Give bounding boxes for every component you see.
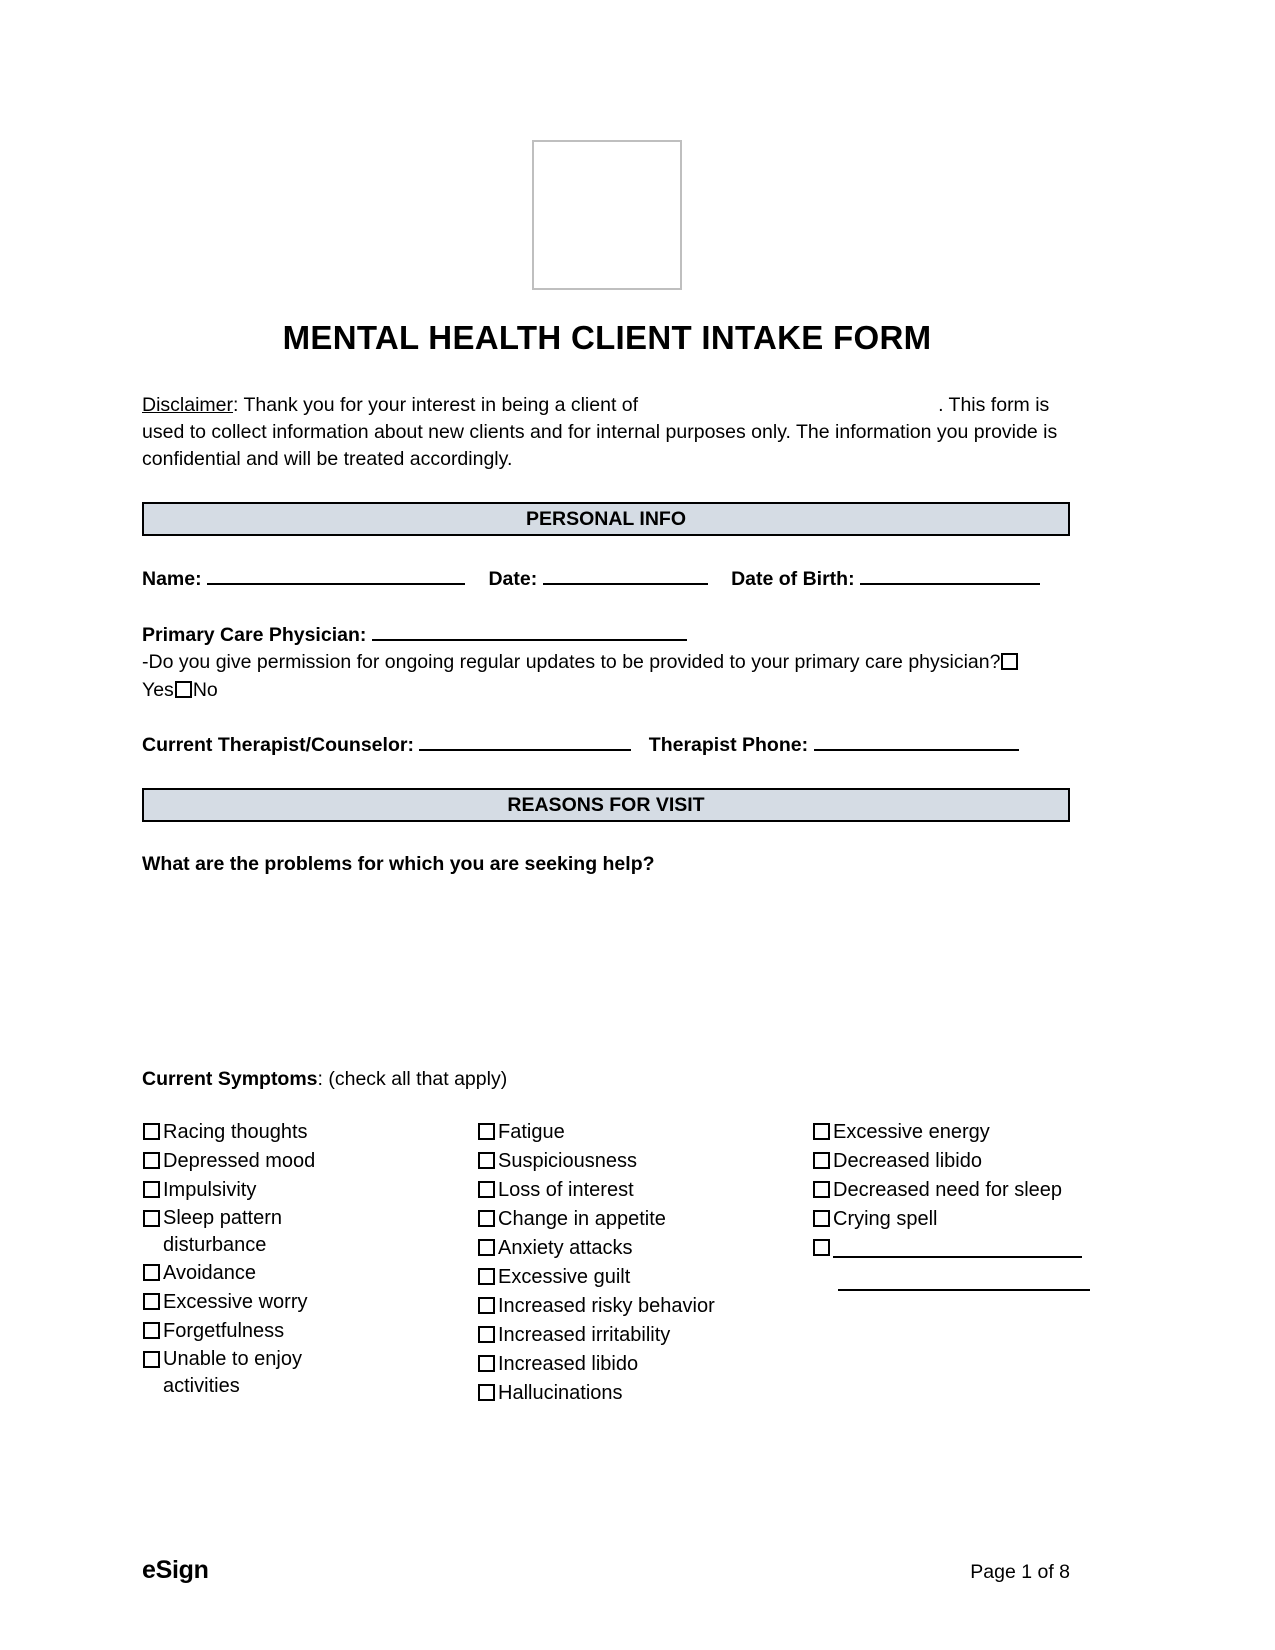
checkbox[interactable] xyxy=(813,1152,830,1169)
checkbox[interactable] xyxy=(478,1239,495,1256)
pcp-input-line[interactable] xyxy=(372,620,687,641)
checkbox-item[interactable] xyxy=(477,1263,812,1292)
checkbox-label: Racing thoughts xyxy=(163,1121,308,1143)
permission-yes-checkbox[interactable] xyxy=(1001,653,1018,670)
checkbox-item[interactable] xyxy=(477,1147,812,1176)
symptoms-column-1 xyxy=(142,1118,477,1400)
current-symptoms-label: Current Symptoms xyxy=(142,1068,318,1090)
symptoms-column-2 xyxy=(477,1118,812,1408)
checkbox[interactable] xyxy=(478,1384,495,1401)
checkbox-item[interactable] xyxy=(812,1147,1082,1176)
checkbox-item[interactable] xyxy=(477,1292,812,1321)
checkbox[interactable] xyxy=(143,1152,160,1169)
disclaimer-label: Disclaimer xyxy=(142,394,234,416)
checkbox-item[interactable] xyxy=(477,1118,812,1147)
name-input-line[interactable] xyxy=(207,564,465,585)
checkbox-item[interactable] xyxy=(142,1118,477,1147)
checkbox-item[interactable] xyxy=(142,1147,477,1176)
logo-placeholder-box xyxy=(532,140,682,290)
checkbox-label: Fatigue xyxy=(498,1121,565,1143)
name-label: Name: xyxy=(142,568,202,590)
date-input-line[interactable] xyxy=(543,564,708,585)
checkbox-label: Increased irritability xyxy=(498,1324,671,1346)
checkbox-label: Excessive guilt xyxy=(498,1266,631,1288)
checkbox-label: Excessive worry xyxy=(163,1291,308,1313)
checkbox-label: Depressed mood xyxy=(163,1150,316,1172)
checkbox-item[interactable] xyxy=(812,1118,1082,1147)
checkbox[interactable] xyxy=(813,1181,830,1198)
checkbox-label: Loss of interest xyxy=(498,1179,634,1201)
current-symptoms-instruction: : (check all that apply) xyxy=(317,1068,508,1090)
checkbox[interactable] xyxy=(143,1123,160,1140)
checkbox-label: Decreased need for sleep xyxy=(833,1179,1063,1201)
checkbox-label: Impulsivity xyxy=(163,1179,257,1201)
checkbox[interactable] xyxy=(478,1210,495,1227)
symptoms-column-3 xyxy=(812,1118,1082,1291)
current-symptoms-heading xyxy=(142,1068,507,1091)
checkbox-item[interactable] xyxy=(142,1317,477,1346)
checkbox-item[interactable] xyxy=(142,1205,477,1259)
write-in-symptom-line-2[interactable] xyxy=(838,1263,1090,1291)
therapist-input-line[interactable] xyxy=(419,730,631,751)
page-content xyxy=(142,0,1072,1650)
therapist-row xyxy=(142,730,1070,758)
name-date-dob-row xyxy=(142,564,1070,592)
checkbox-label: Crying spell xyxy=(833,1208,938,1230)
permission-no-label: No xyxy=(192,679,218,701)
checkbox[interactable] xyxy=(813,1239,830,1256)
brand-logo-text: eSign xyxy=(142,1556,209,1584)
checkbox-label: Increased risky behavior xyxy=(498,1295,715,1317)
permission-no-checkbox[interactable] xyxy=(175,681,192,698)
checkbox[interactable] xyxy=(478,1152,495,1169)
dob-label: Date of Birth: xyxy=(731,568,855,590)
checkbox-item[interactable] xyxy=(142,1346,477,1400)
permission-question-row xyxy=(142,648,1042,704)
checkbox-label: Sleep pattern disturbance xyxy=(163,1207,282,1256)
checkbox-label: Excessive energy xyxy=(833,1121,990,1143)
write-in-symptom-line-1[interactable] xyxy=(833,1234,1082,1258)
checkbox-label: Increased libido xyxy=(498,1353,639,1375)
checkbox[interactable] xyxy=(478,1297,495,1314)
permission-question-text: -Do you give permission for ongoing regular updates to be provided to your primary care physician? xyxy=(142,651,1001,673)
checkbox-label: Forgetfulness xyxy=(163,1320,285,1342)
checkbox[interactable] xyxy=(143,1181,160,1198)
checkbox-label: Anxiety attacks xyxy=(498,1237,633,1259)
checkbox-item[interactable] xyxy=(477,1379,812,1408)
section-header-personal-info: PERSONAL INFO xyxy=(142,502,1070,536)
pcp-label: Primary Care Physician: xyxy=(142,624,367,646)
symptoms-columns xyxy=(142,1118,1082,1408)
checkbox-label: Hallucinations xyxy=(498,1382,623,1404)
page-footer xyxy=(142,1556,1070,1585)
checkbox[interactable] xyxy=(143,1351,160,1368)
disclaimer-paragraph xyxy=(142,392,1070,473)
checkbox[interactable] xyxy=(478,1268,495,1285)
checkbox[interactable] xyxy=(478,1326,495,1343)
checkbox[interactable] xyxy=(143,1210,160,1227)
checkbox-item[interactable] xyxy=(477,1205,812,1234)
checkbox-label: Suspiciousness xyxy=(498,1150,637,1172)
checkbox[interactable] xyxy=(813,1210,830,1227)
checkbox-label: Decreased libido xyxy=(833,1150,982,1172)
therapist-phone-label: Therapist Phone: xyxy=(648,734,809,756)
date-label: Date: xyxy=(488,568,538,590)
checkbox[interactable] xyxy=(143,1293,160,1310)
checkbox-item[interactable] xyxy=(477,1234,812,1263)
checkbox-item[interactable] xyxy=(477,1321,812,1350)
dob-input-line[interactable] xyxy=(860,564,1040,585)
checkbox-item[interactable] xyxy=(142,1288,477,1317)
checkbox-item[interactable] xyxy=(812,1205,1082,1234)
checkbox-item[interactable] xyxy=(477,1176,812,1205)
checkbox[interactable] xyxy=(478,1123,495,1140)
disclaimer-text-before: : Thank you for your interest in being a client of xyxy=(233,394,639,416)
page-number: Page 1 of 8 xyxy=(970,1561,1070,1583)
checkbox-item[interactable] xyxy=(477,1350,812,1379)
section-header-reasons-for-visit: REASONS FOR VISIT xyxy=(142,788,1070,822)
checkbox[interactable] xyxy=(478,1355,495,1372)
checkbox-item[interactable] xyxy=(142,1176,477,1205)
checkbox-item-writein[interactable] xyxy=(812,1234,1082,1263)
therapist-label: Current Therapist/Counselor: xyxy=(142,734,414,756)
permission-yes-label: Yes xyxy=(142,679,174,701)
checkbox[interactable] xyxy=(478,1181,495,1198)
logo-placeholder-wrapper xyxy=(142,140,1072,290)
checkbox[interactable] xyxy=(143,1264,160,1281)
page-title: MENTAL HEALTH CLIENT INTAKE FORM xyxy=(282,319,932,356)
problems-prompt: What are the problems for which you are seeking help? xyxy=(142,853,655,875)
checkbox-label: Unable to enjoy activities xyxy=(163,1348,302,1397)
therapist-phone-input-line[interactable] xyxy=(814,730,1019,751)
checkbox[interactable] xyxy=(143,1322,160,1339)
disclaimer-text-after: . This form is used to collect information about new clients and for internal purposes only. The information you provide is confidential and will be treated accordingly. xyxy=(142,394,1058,470)
checkbox-item[interactable] xyxy=(812,1176,1082,1205)
checkbox-label: Change in appetite xyxy=(498,1208,666,1230)
primary-care-physician-row xyxy=(142,620,1070,648)
checkbox[interactable] xyxy=(813,1123,830,1140)
checkbox-label: Avoidance xyxy=(163,1262,257,1284)
checkbox-item[interactable] xyxy=(142,1259,477,1288)
